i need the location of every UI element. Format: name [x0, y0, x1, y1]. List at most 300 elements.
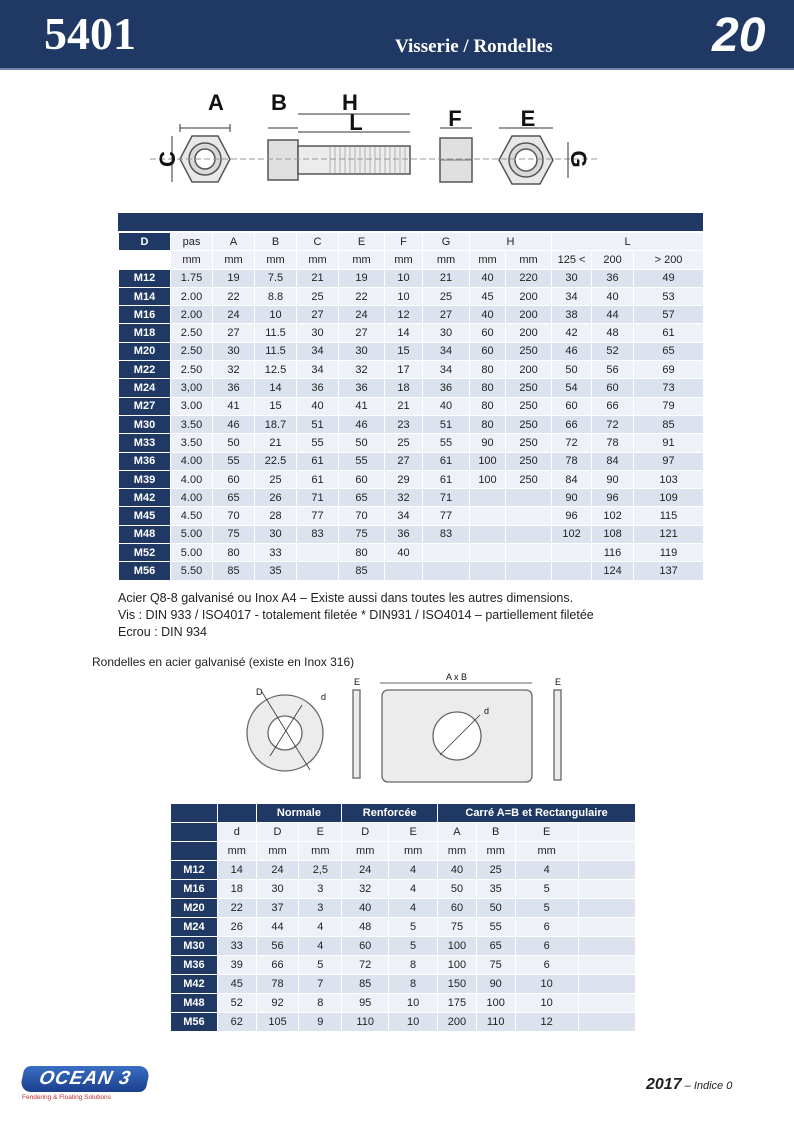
table-cell: 40 [470, 306, 506, 324]
table-cell: 10 [515, 975, 578, 994]
group-header-renforcee: Renforcée [342, 804, 438, 823]
table-row [171, 1013, 636, 1032]
table-cell [506, 562, 552, 580]
table-cell: 80 [213, 544, 255, 562]
table-row [171, 899, 636, 918]
table-cell: 102 [592, 507, 634, 525]
table-cell: 8.8 [255, 287, 297, 305]
table-cell: 52 [217, 994, 256, 1013]
table-cell: 4.00 [171, 470, 213, 488]
table-cell: 91 [634, 434, 704, 452]
table-cell: 100 [438, 956, 477, 975]
table-cell: 24 [339, 306, 385, 324]
row-label: M27 [119, 397, 171, 415]
table-row [119, 287, 704, 305]
table-cell: 56 [592, 361, 634, 379]
table-cell: 14 [255, 379, 297, 397]
group-header-carre: Carré A=B et Rectangulaire [438, 804, 636, 823]
col-header: E [389, 823, 438, 842]
table-cell: 66 [592, 397, 634, 415]
table-row [119, 269, 704, 287]
table-cell: 6 [515, 918, 578, 937]
washer-label-d2: d [484, 706, 490, 716]
row-label: M39 [119, 470, 171, 488]
table-cell: 2.50 [171, 361, 213, 379]
table-cell: 55 [423, 434, 470, 452]
table-cell: 35 [476, 880, 515, 899]
row-label: M24 [119, 379, 171, 397]
dim-label-b: B [271, 90, 287, 115]
table-cell: 1.75 [171, 269, 213, 287]
table-cell: 10 [385, 269, 423, 287]
table-cell: 80 [339, 544, 385, 562]
bolt-nut-diagram [150, 86, 600, 208]
table-cell: 3,00 [171, 379, 213, 397]
table-row [119, 342, 704, 360]
table-cell: 46 [552, 342, 592, 360]
table-cell: 30 [255, 525, 297, 543]
table-cell: 25 [255, 470, 297, 488]
table-cell: 150 [438, 975, 477, 994]
footer-year: 2017 [646, 1076, 682, 1093]
table-row [119, 306, 704, 324]
unit-cell: mm [389, 842, 438, 861]
bolt-shank-icon [298, 146, 410, 174]
table-cell: 71 [297, 489, 339, 507]
row-label: M56 [171, 1013, 218, 1032]
row-label: M30 [171, 937, 218, 956]
bolt-table-top-bar [118, 213, 703, 231]
row-label: M14 [119, 287, 171, 305]
row-label: M36 [119, 452, 171, 470]
table-cell: 65 [213, 489, 255, 507]
table-cell: 36 [213, 379, 255, 397]
table-cell: 83 [297, 525, 339, 543]
row-label: M48 [119, 525, 171, 543]
table-cell: 45 [470, 287, 506, 305]
table-cell: 61 [423, 470, 470, 488]
table-cell: 24 [342, 861, 389, 880]
table-row [119, 379, 704, 397]
table-cell [297, 562, 339, 580]
table-cell [470, 525, 506, 543]
table-cell: 119 [634, 544, 704, 562]
table-cell: 21 [385, 397, 423, 415]
washer-label-E2: E [555, 677, 562, 687]
table-cell: 5 [389, 918, 438, 937]
table-cell: 84 [552, 470, 592, 488]
col-header: E [339, 233, 385, 251]
table-cell: 3 [299, 880, 342, 899]
table-cell: 25 [476, 861, 515, 880]
table-cell: 33 [255, 544, 297, 562]
table-cell: 85 [339, 562, 385, 580]
row-label: M20 [119, 342, 171, 360]
page-title: Visserie / Rondelles [395, 36, 553, 57]
table-cell: 55 [339, 452, 385, 470]
product-code: 5401 [44, 8, 136, 59]
col-header: d [217, 823, 256, 842]
row-label: M36 [171, 956, 218, 975]
table-cell [552, 544, 592, 562]
row-label: M52 [119, 544, 171, 562]
unit-cell: mm [515, 842, 578, 861]
table-cell: 96 [592, 489, 634, 507]
table-cell: 34 [423, 361, 470, 379]
table-cell: 100 [476, 994, 515, 1013]
washer-group-row [171, 804, 636, 823]
table-cell: 34 [423, 342, 470, 360]
table-cell: 2.00 [171, 287, 213, 305]
table-cell: 250 [506, 379, 552, 397]
table-header-row [119, 233, 704, 251]
table-cell: 250 [506, 415, 552, 433]
table-cell: 14 [217, 861, 256, 880]
table-row [119, 434, 704, 452]
table-cell: 90 [592, 470, 634, 488]
table-cell: 5.00 [171, 525, 213, 543]
table-cell: 200 [506, 287, 552, 305]
table-cell [297, 544, 339, 562]
table-cell: 32 [213, 361, 255, 379]
table-cell: 3 [299, 899, 342, 918]
unit-cell: mm [506, 251, 552, 269]
logo-mark: OCEAN 3 [19, 1066, 151, 1092]
table-cell: 60 [339, 470, 385, 488]
washers-title: Rondelles en acier galvanisé (existe en Inox 316) [92, 655, 355, 669]
row-label: M22 [119, 361, 171, 379]
table-cell: 18 [217, 880, 256, 899]
table-cell: 60 [438, 899, 477, 918]
table-cell: 34 [385, 507, 423, 525]
table-cell: 36 [423, 379, 470, 397]
table-cell: 85 [634, 415, 704, 433]
table-cell: 30 [552, 269, 592, 287]
table-cell: 34 [552, 287, 592, 305]
table-row [171, 994, 636, 1013]
note-line: Acier Q8-8 galvanisé ou Inox A4 – Existe aussi dans toutes les autres dimensions. [118, 591, 574, 605]
table-row [171, 918, 636, 937]
table-cell: 65 [339, 489, 385, 507]
unit-cell: mm [217, 842, 256, 861]
table-cell: 102 [552, 525, 592, 543]
table-cell: 200 [438, 1013, 477, 1032]
table-row [119, 361, 704, 379]
table-row [171, 861, 636, 880]
bolt-table-body [119, 269, 704, 580]
table-cell: 78 [592, 434, 634, 452]
dim-label-l: L [349, 110, 363, 135]
table-cell: 115 [634, 507, 704, 525]
table-cell: 40 [423, 397, 470, 415]
washer-dimensions-table [170, 803, 636, 1032]
table-cell: 2.50 [171, 324, 213, 342]
unit-cell: mm [423, 251, 470, 269]
table-cell: 21 [423, 269, 470, 287]
table-cell: 60 [470, 324, 506, 342]
table-cell: 37 [256, 899, 299, 918]
table-cell: 24 [213, 306, 255, 324]
col-header: A [213, 233, 255, 251]
table-cell [385, 562, 423, 580]
row-label: M33 [119, 434, 171, 452]
table-cell: 2.50 [171, 342, 213, 360]
table-cell: 39 [217, 956, 256, 975]
col-header: E [299, 823, 342, 842]
table-cell: 10 [389, 994, 438, 1013]
col-header: A [438, 823, 477, 842]
table-cell: 250 [506, 397, 552, 415]
table-cell: 33 [217, 937, 256, 956]
table-cell: 10 [385, 287, 423, 305]
table-cell [470, 544, 506, 562]
table-cell: 46 [339, 415, 385, 433]
col-header: H [470, 233, 552, 251]
table-cell: 84 [592, 452, 634, 470]
table-cell: 36 [339, 379, 385, 397]
unit-cell: mm [470, 251, 506, 269]
table-cell: 19 [213, 269, 255, 287]
table-cell: 96 [552, 507, 592, 525]
unit-cell: 200 [592, 251, 634, 269]
table-cell: 80 [470, 415, 506, 433]
table-cell: 108 [592, 525, 634, 543]
table-cell: 50 [476, 899, 515, 918]
table-cell: 32 [339, 361, 385, 379]
table-cell: 4.00 [171, 452, 213, 470]
unit-cell: > 200 [634, 251, 704, 269]
square-washer-side-icon [554, 690, 561, 780]
table-cell: 26 [255, 489, 297, 507]
table-cell: 61 [297, 470, 339, 488]
table-row [119, 507, 704, 525]
table-units-row [119, 251, 704, 269]
table-cell: 22 [339, 287, 385, 305]
table-cell: 10 [515, 994, 578, 1013]
table-cell: 250 [506, 470, 552, 488]
table-row [119, 324, 704, 342]
table-cell [423, 544, 470, 562]
table-cell [552, 562, 592, 580]
table-row [119, 544, 704, 562]
table-cell: 5 [515, 899, 578, 918]
table-cell: 2,5 [299, 861, 342, 880]
table-cell: 250 [506, 342, 552, 360]
group-header-normale: Normale [256, 804, 342, 823]
row-label: M16 [171, 880, 218, 899]
table-cell: 50 [339, 434, 385, 452]
table-cell: 8 [389, 956, 438, 975]
table-cell: 18 [385, 379, 423, 397]
table-cell: 27 [297, 306, 339, 324]
table-cell: 137 [634, 562, 704, 580]
table-cell: 66 [256, 956, 299, 975]
table-cell: 8 [389, 975, 438, 994]
table-cell: 70 [339, 507, 385, 525]
table-cell: 80 [470, 361, 506, 379]
washer-label-AxB: A x B [446, 672, 468, 682]
table-cell: 27 [213, 324, 255, 342]
unit-cell: mm [256, 842, 299, 861]
table-cell: 4 [389, 880, 438, 899]
table-cell: 36 [297, 379, 339, 397]
washer-header-row [171, 823, 636, 842]
table-cell: 200 [506, 361, 552, 379]
table-cell: 48 [342, 918, 389, 937]
table-cell: 54 [552, 379, 592, 397]
table-cell: 44 [592, 306, 634, 324]
table-cell: 100 [470, 452, 506, 470]
row-label: M30 [119, 415, 171, 433]
table-cell: 27 [385, 452, 423, 470]
table-cell: 100 [438, 937, 477, 956]
row-label: M20 [171, 899, 218, 918]
dim-label-h: H [342, 90, 358, 115]
unit-cell: mm [297, 251, 339, 269]
table-cell: 53 [634, 287, 704, 305]
table-cell: 7 [299, 975, 342, 994]
table-cell [423, 562, 470, 580]
table-cell: 121 [634, 525, 704, 543]
table-cell: 38 [552, 306, 592, 324]
table-cell: 5 [299, 956, 342, 975]
table-cell: 3.50 [171, 434, 213, 452]
table-cell: 28 [255, 507, 297, 525]
table-cell: 36 [592, 269, 634, 287]
table-cell: 30 [423, 324, 470, 342]
table-cell: 72 [552, 434, 592, 452]
table-cell: 124 [592, 562, 634, 580]
col-header: pas [171, 233, 213, 251]
table-cell: 9 [299, 1013, 342, 1032]
row-label: M42 [119, 489, 171, 507]
table-cell: 49 [634, 269, 704, 287]
table-cell: 17 [385, 361, 423, 379]
table-cell: 36 [385, 525, 423, 543]
table-cell: 32 [342, 880, 389, 899]
table-cell: 44 [256, 918, 299, 937]
table-cell: 40 [470, 269, 506, 287]
table-cell: 77 [423, 507, 470, 525]
table-cell: 45 [217, 975, 256, 994]
table-cell: 5 [515, 880, 578, 899]
page-number: 20 [712, 9, 766, 62]
unit-cell: mm [385, 251, 423, 269]
table-cell: 4 [299, 937, 342, 956]
bolt-head-side-icon [268, 140, 298, 180]
table-row [119, 562, 704, 580]
col-header: L [552, 233, 704, 251]
table-cell: 69 [634, 361, 704, 379]
table-cell: 110 [476, 1013, 515, 1032]
table-cell: 19 [339, 269, 385, 287]
table-cell: 4.50 [171, 507, 213, 525]
table-cell: 110 [342, 1013, 389, 1032]
row-label: M12 [171, 861, 218, 880]
row-label: M16 [119, 306, 171, 324]
table-cell: 60 [470, 342, 506, 360]
table-cell: 12.5 [255, 361, 297, 379]
table-cell: 3.50 [171, 415, 213, 433]
unit-cell: mm [339, 251, 385, 269]
table-cell: 61 [634, 324, 704, 342]
table-cell: 5.00 [171, 544, 213, 562]
table-cell: 48 [592, 324, 634, 342]
table-cell: 55 [476, 918, 515, 937]
table-cell: 61 [423, 452, 470, 470]
table-cell: 105 [256, 1013, 299, 1032]
table-cell: 51 [297, 415, 339, 433]
washer-units-row [171, 842, 636, 861]
table-cell: 25 [385, 434, 423, 452]
row-label: M12 [119, 269, 171, 287]
table-cell: 25 [297, 287, 339, 305]
unit-cell: mm [342, 842, 389, 861]
dim-label-g: G [566, 150, 591, 168]
unit-cell: mm [438, 842, 477, 861]
table-cell: 220 [506, 269, 552, 287]
dim-label-f: F [448, 106, 462, 131]
table-cell: 26 [217, 918, 256, 937]
table-cell: 90 [470, 434, 506, 452]
table-cell [506, 525, 552, 543]
row-label: M56 [119, 562, 171, 580]
col-header: D [119, 233, 171, 251]
table-cell: 11.5 [255, 324, 297, 342]
note-line: Vis : DIN 933 / ISO4017 - totalement filetée * DIN931 / ISO4014 – partiellement filetée [118, 608, 594, 622]
table-cell [506, 507, 552, 525]
washer-table-body [171, 861, 636, 1032]
table-cell: 90 [476, 975, 515, 994]
table-cell: 75 [438, 918, 477, 937]
table-cell: 18.7 [255, 415, 297, 433]
row-label: M24 [171, 918, 218, 937]
table-cell: 97 [634, 452, 704, 470]
table-cell: 200 [506, 306, 552, 324]
table-cell: 95 [342, 994, 389, 1013]
table-cell: 92 [256, 994, 299, 1013]
table-cell: 41 [339, 397, 385, 415]
table-row [119, 470, 704, 488]
table-cell: 62 [217, 1013, 256, 1032]
table-cell: 24 [256, 861, 299, 880]
row-label: M48 [171, 994, 218, 1013]
washer-label-D: D [256, 687, 263, 697]
row-label: M42 [171, 975, 218, 994]
table-cell: 79 [634, 397, 704, 415]
table-cell: 80 [470, 379, 506, 397]
table-cell: 72 [342, 956, 389, 975]
table-cell: 15 [255, 397, 297, 415]
washer-label-E: E [354, 677, 361, 687]
table-cell: 73 [634, 379, 704, 397]
table-cell: 30 [213, 342, 255, 360]
page-header [0, 0, 794, 70]
col-header: F [385, 233, 423, 251]
footer [646, 1076, 732, 1094]
table-cell: 61 [297, 452, 339, 470]
table-cell: 72 [592, 415, 634, 433]
table-cell: 40 [297, 397, 339, 415]
table-cell: 10 [255, 306, 297, 324]
table-cell: 65 [476, 937, 515, 956]
table-cell: 66 [552, 415, 592, 433]
table-cell: 22 [213, 287, 255, 305]
table-cell: 60 [342, 937, 389, 956]
col-header: B [476, 823, 515, 842]
table-cell: 22.5 [255, 452, 297, 470]
unit-cell: mm [213, 251, 255, 269]
